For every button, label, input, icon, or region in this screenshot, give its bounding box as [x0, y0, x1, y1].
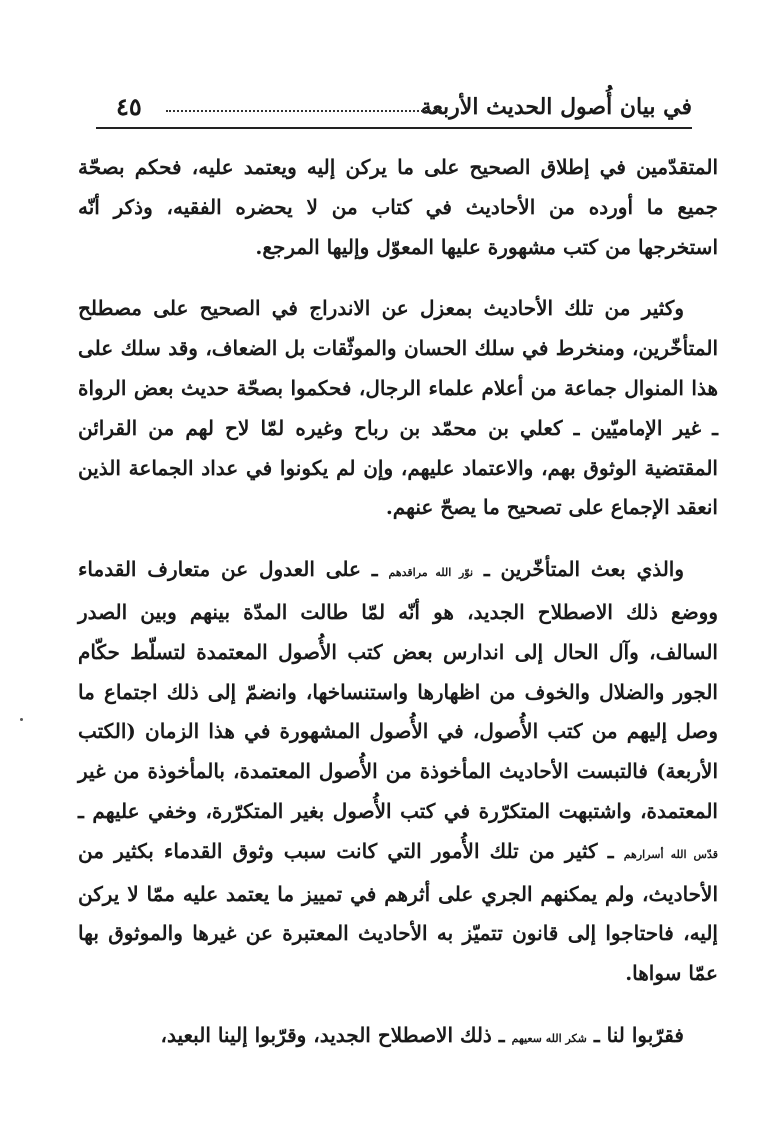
paragraph-2-text: وكثير من تلك الأحاديث بمعزل عن الاندراج في الصحيح على مصطلح المتأخّرين، ومنخرط في سلك الحسان والموثّقات بل الضعاف، وقد سلك على هذا المنوال جماعة من أعلام علماء الرجال، فحكموا بصحّة حديث بعض الرواة ـ غير الإماميّين ـ كعلي بن محمّد بن رباح وغيره لمّا لاح لهم من القرائن المقتضية الوثوق بهم، والاعتماد عليهم، وإن لم يكونوا في عداد الجماعة الذين انعقد الإجماع على تصحيح ما يصحّ عنهم. [78, 296, 718, 520]
header-rule [96, 127, 692, 129]
paragraph-3-honorific-2: قدّس الله أسرارهم [623, 847, 719, 861]
paragraph-4 [78, 1016, 718, 1059]
paragraph-4-text-after: ـ ذلك الاصطلاح الجديد، وقرّبوا إلينا البعيد، [160, 1022, 505, 1047]
running-title: في بيان أُصول الحديث الأربعة [420, 94, 692, 120]
paragraph-3-text-after: ـ على العدول عن متعارف القدماء ووضع ذلك الاصطلاح الجديد، هو أنّه لمّا طالت المدّة بينهم وبين الصدر السالف، وآل الحال إلى اندارس بعض كتب الأُصول المعتمدة لتسلّط حكّام الجور والضلال والخوف من اظهارها واستنساخها، وانضمّ إلى ذلك اجتماع ما وصل إليهم من كتب الأُصول، في الأُصول المشهورة في هذا الزمان (الكتب الأربعة) فالتبست الأحاديث المأخوذة من الأُصول المعتمدة، بالمأخوذة من غير المعتمدة، واشتبهت المتكرّرة في كتب الأُصول بغير المتكرّرة، وخفي عليهم ـ [78, 557, 718, 823]
header-leader-dots [166, 110, 442, 112]
paragraph-4-text-before: فقرّبوا لنا ـ [593, 1022, 684, 1047]
running-header [96, 88, 692, 128]
paragraph-4-honorific: شكر الله سعيهم [511, 1031, 587, 1045]
paragraph-3-text-before: والذي بعث المتأخّرين ـ [483, 557, 685, 582]
paragraph-3-honorific: نوّر الله مراقدهم [388, 566, 474, 580]
paragraph-1 [78, 148, 718, 267]
paragraph-3-text-after-2: ـ كثير من تلك الأُمور التي كانت سبب وثوق القدماء بكثير من الأحاديث، ولم يمكنهم الجري على أثرهم في تمييز ما يعتمد عليه ممّا لا يركن إليه، فاحتاجوا إلى قانون تتميّز به الأحاديث المعتبرة عن غيرها والموثوق بها عمّا سواها. [78, 838, 718, 986]
paragraph-3 [78, 550, 718, 994]
paragraph-2 [78, 289, 718, 528]
margin-speck [20, 718, 23, 721]
body-text [78, 148, 718, 1081]
page-number: ٤٥ [116, 92, 142, 121]
paragraph-1-text: المتقدّمين في إطلاق الصحيح على ما يركن إليه ويعتمد عليه، فحكم بصحّة جميع ما أورده من الأحاديث في كتاب من لا يحضره الفقيه، وذكر أنّه استخرجها من كتب مشهورة عليها المعوّل وإليها المرجع. [78, 155, 718, 259]
